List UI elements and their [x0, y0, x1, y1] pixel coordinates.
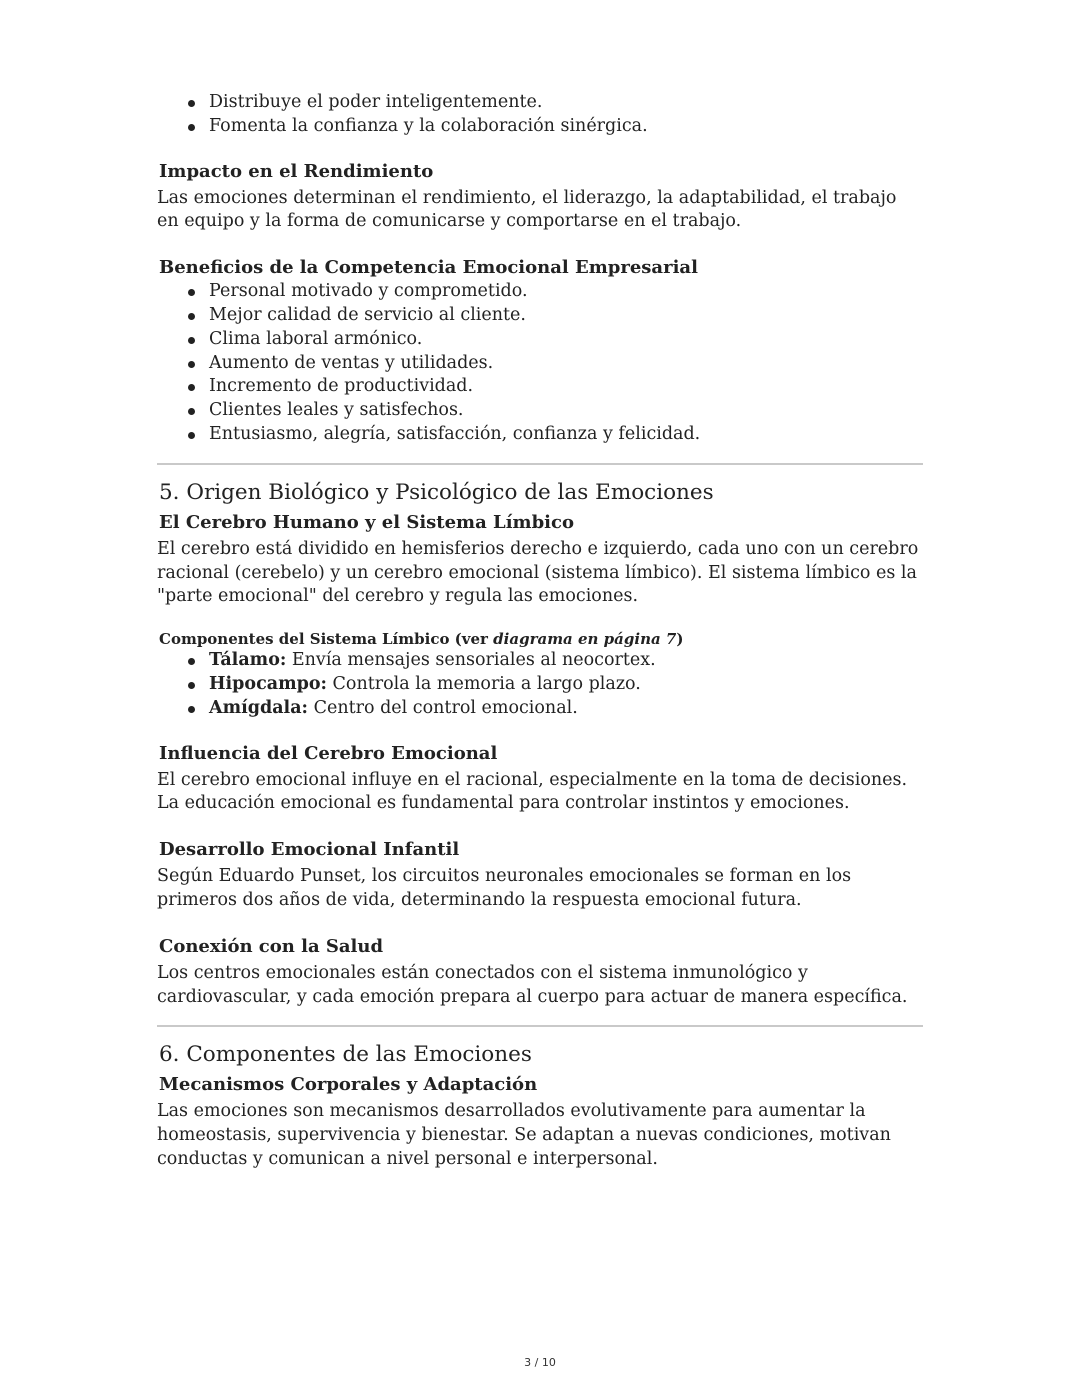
impacto-paragraph: Las emociones determinan el rendimiento, el liderazgo, la adaptabilidad, el trabajo en equipo y la forma de comunicarse y comportarse en el trabajo.: [157, 187, 897, 232]
list-item: Fomenta la confianza y la colaboración sinérgica.: [157, 115, 923, 139]
componentes-heading-prefix: Componentes del Sistema Límbico (ver: [159, 630, 494, 649]
diagram-reference: diagrama en página 7: [493, 630, 677, 649]
document-page: [157, 0, 923, 1172]
beneficios-heading: Beneficios de la Competencia Emocional Empresarial: [159, 257, 698, 279]
top-bullet-list: [157, 91, 923, 139]
term-label: Amígdala:: [209, 697, 309, 718]
term-description: Controla la memoria a largo plazo.: [326, 673, 641, 694]
cerebro-heading: El Cerebro Humano y el Sistema Límbico: [159, 511, 574, 533]
componentes-list: [157, 649, 923, 720]
list-item: Aumento de ventas y utilidades.: [157, 352, 923, 376]
impacto-heading: Impacto en el Rendimiento: [159, 160, 434, 182]
list-item: Clima laboral armónico.: [157, 328, 923, 352]
list-item: Clientes leales y satisfechos.: [157, 399, 923, 423]
desarrollo-heading: Desarrollo Emocional Infantil: [159, 839, 460, 861]
componentes-heading-suffix: ): [676, 630, 684, 649]
beneficios-list: [157, 280, 923, 447]
list-item: Mejor calidad de servicio al cliente.: [157, 304, 923, 328]
list-item: [157, 673, 923, 697]
list-item: Personal motivado y comprometido.: [157, 280, 923, 304]
list-item: Distribuye el poder inteligentemente.: [157, 91, 923, 115]
section-6-title: 6. Componentes de las Emociones: [159, 1042, 532, 1068]
list-item: [157, 649, 923, 673]
influencia-heading: Influencia del Cerebro Emocional: [159, 742, 498, 764]
componentes-heading: [159, 629, 923, 649]
list-item: [157, 697, 923, 721]
desarrollo-paragraph: Según Eduardo Punset, los circuitos neuronales emocionales se forman en los primeros dos años de vida, determinando la respuesta emocional futura.: [157, 866, 852, 910]
section-5-title: 5. Origen Biológico y Psicológico de las Emociones: [159, 479, 714, 505]
term-description: Centro del control emocional.: [308, 697, 578, 718]
cerebro-paragraph: El cerebro está dividido en hemisferios derecho e izquierdo, cada uno con un cerebro racional (cerebelo) y un cerebro emocional (sistema límbico). El sistema límbico es la "parte emocional" del cerebro y regula las emociones.: [157, 538, 919, 607]
list-item: Entusiasmo, alegría, satisfacción, confianza y felicidad.: [157, 423, 923, 447]
page-number: 3 / 10: [524, 1356, 556, 1369]
salud-paragraph: Los centros emocionales están conectados con el sistema inmunológico y cardiovascular, y cada emoción prepara al cuerpo para actuar de manera específica.: [157, 962, 908, 1007]
term-label: Hipocampo:: [209, 673, 327, 694]
salud-heading: Conexión con la Salud: [159, 935, 384, 957]
term-description: Envía mensajes sensoriales al neocortex.: [286, 650, 656, 671]
mecanismos-heading: Mecanismos Corporales y Adaptación: [159, 1074, 538, 1096]
list-item: Incremento de productividad.: [157, 375, 923, 399]
mecanismos-paragraph: Las emociones son mecanismos desarrollados evolutivamente para aumentar la homeostasis, supervivencia y bienestar. Se adaptan a nuevas condiciones, motivan conductas y comunican a nivel personal e interpersonal.: [157, 1101, 891, 1169]
influencia-paragraph: El cerebro emocional influye en el racional, especialmente en la toma de decisiones. La educación emocional es fundamental para controlar instintos y emociones.: [157, 769, 908, 814]
term-label: Tálamo:: [209, 650, 287, 671]
